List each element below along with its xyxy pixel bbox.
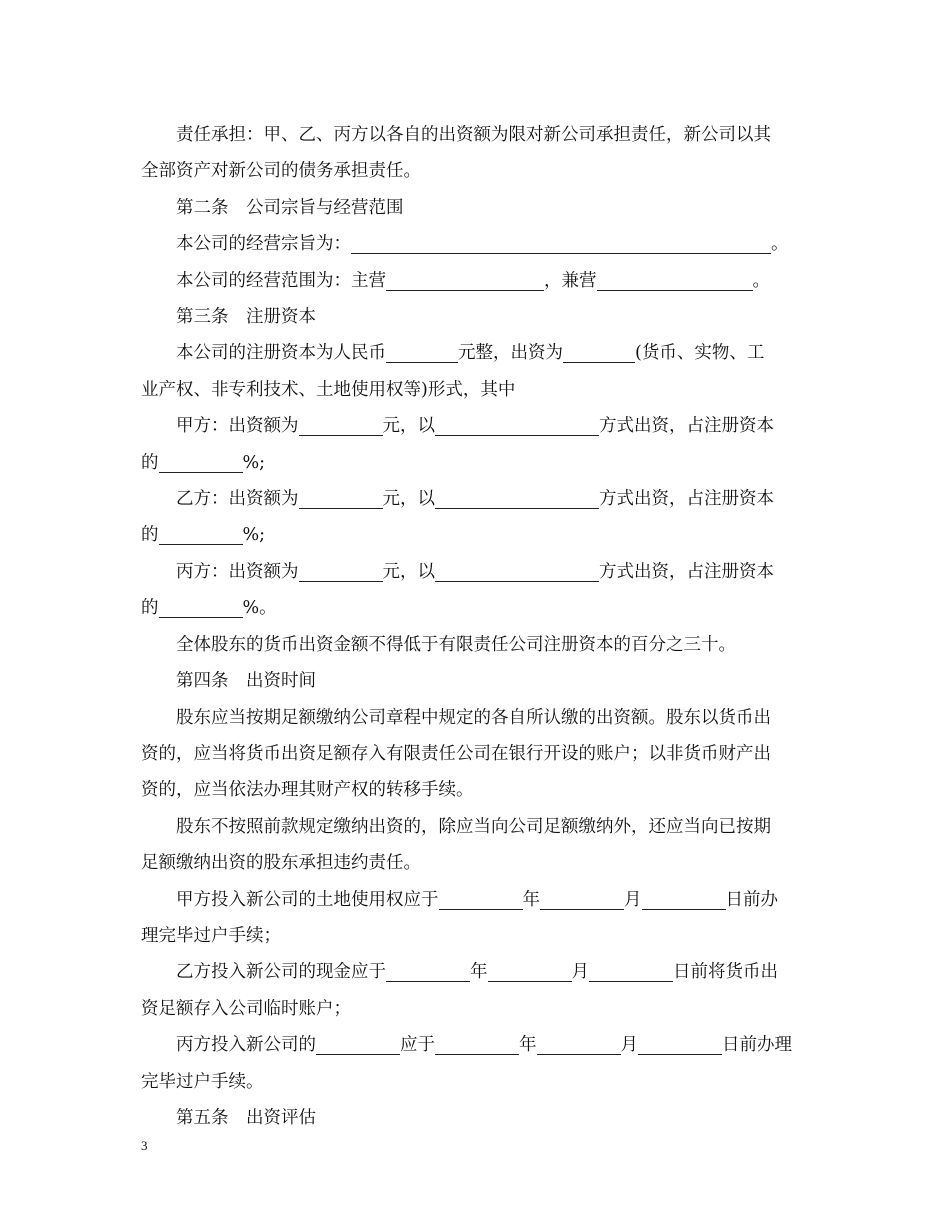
text: 丙方投入新公司的 [176,1035,316,1056]
text: 日前办理 [722,1035,792,1056]
text: 日前办 [725,889,778,910]
text: 第五条 出资评估 [176,1107,316,1128]
text: 方式出资，占注册资本 [599,416,774,437]
fill-blank [386,342,458,363]
fill-blank [299,488,383,509]
page-number: 3 [141,1138,148,1153]
text: 方式出资，占注册资本 [599,561,774,582]
text: %; [242,452,266,473]
line [141,845,811,881]
text: 月 [624,889,642,910]
line [141,991,811,1027]
fill-blank [638,1034,722,1055]
line [141,445,811,481]
line [141,117,811,153]
fill-blank [563,342,635,363]
fill-blank [540,889,624,910]
fill-blank [435,1034,519,1055]
text: 乙方：出资额为 [176,489,299,510]
text: 月 [620,1035,638,1056]
fill-blank [299,415,383,436]
text: 甲方投入新公司的土地使用权应于 [176,889,439,910]
text: 责任承担：甲、乙、丙方以各自的出资额为限对新公司承担责任，新公司以其 [176,125,771,145]
fill-blank [439,889,523,910]
line [141,700,811,736]
fill-blank [386,961,470,982]
fill-blank [159,597,243,618]
text: 第二条 公司宗旨与经营范围 [176,197,404,218]
text: 元，以 [382,561,435,582]
line [141,335,811,371]
text: 全体股东的货币出资金额不得低于有限责任公司注册资本的百分之三十。 [176,634,736,655]
text: 甲方：出资额为 [176,416,299,437]
line [141,372,811,408]
text: 元，以 [382,416,435,437]
text: 本公司的经营宗旨为： [176,234,351,255]
fill-blank [386,270,544,291]
text: 月 [571,962,589,983]
line [141,153,811,189]
text: 资的，应当依法办理其财产权的转移手续。 [141,780,474,801]
text: 年 [519,1035,537,1056]
text: 本公司的注册资本为人民币 [176,343,386,364]
article-heading [141,190,811,226]
line [141,263,811,299]
fill-blank [435,561,599,582]
text: ，兼营 [544,270,597,291]
fill-blank [642,889,726,910]
text: %; [242,525,266,546]
text: 。 [771,234,789,255]
text: 元整，出资为 [458,343,563,364]
text: 股东不按照前款规定缴纳出资的，除应当向公司足额缴纳外，还应当向已按期 [176,816,771,837]
line [141,1027,811,1063]
fill-blank [537,1034,621,1055]
article-heading [141,1100,811,1136]
text: 业产权、非专利技术、土地使用权等)形式，其中 [141,379,516,400]
text: 。 [752,270,770,291]
line [141,772,811,808]
text: 日前将货币出 [673,962,778,983]
text: 年 [470,962,488,983]
text: 本公司的经营范围为：主营 [176,270,386,291]
fill-blank [351,233,771,254]
line [141,954,811,990]
text: 理完毕过户手续； [141,925,281,946]
fill-blank [488,961,572,982]
text: 方式出资，占注册资本 [599,489,774,510]
fill-blank [597,270,753,291]
line [141,408,811,444]
line [141,736,811,772]
text: 股东应当按期足额缴纳公司章程中规定的各自所认缴的出资额。股东以货币出 [176,707,771,728]
line [141,554,811,590]
line [141,590,811,626]
line [141,226,811,262]
line [141,918,811,954]
line [141,882,811,918]
line [141,481,811,517]
text: 的 [141,525,159,546]
line [141,627,811,663]
text: 年 [522,889,540,910]
text: 资足额存入公司临时账户； [141,998,351,1019]
document-body [141,117,811,1136]
fill-blank [316,1034,400,1055]
text: 全部资产对新公司的债务承担责任。 [141,161,421,182]
text: 乙方投入新公司的现金应于 [176,962,386,983]
fill-blank [299,561,383,582]
text: (货币、实物、工 [635,343,765,364]
text: 丙方：出资额为 [176,561,299,582]
text: 完毕过户手续。 [141,1071,264,1092]
text: 应于 [400,1035,435,1056]
text: 元，以 [382,489,435,510]
text: 第四条 出资时间 [176,671,316,692]
fill-blank [589,961,673,982]
text: 的 [141,452,159,473]
fill-blank [435,415,599,436]
text: 的 [141,598,159,619]
line [141,1064,811,1100]
article-heading [141,663,811,699]
article-heading [141,299,811,335]
line [141,517,811,553]
fill-blank [435,488,599,509]
text: 足额缴纳出资的股东承担违约责任。 [141,853,421,874]
text: 资的，应当将货币出资足额存入有限责任公司在银行开设的账户；以非货币财产出 [141,743,771,764]
text: %。 [242,598,277,619]
fill-blank [159,524,243,545]
fill-blank [159,452,243,473]
text: 第三条 注册资本 [176,307,316,328]
line [141,809,811,845]
